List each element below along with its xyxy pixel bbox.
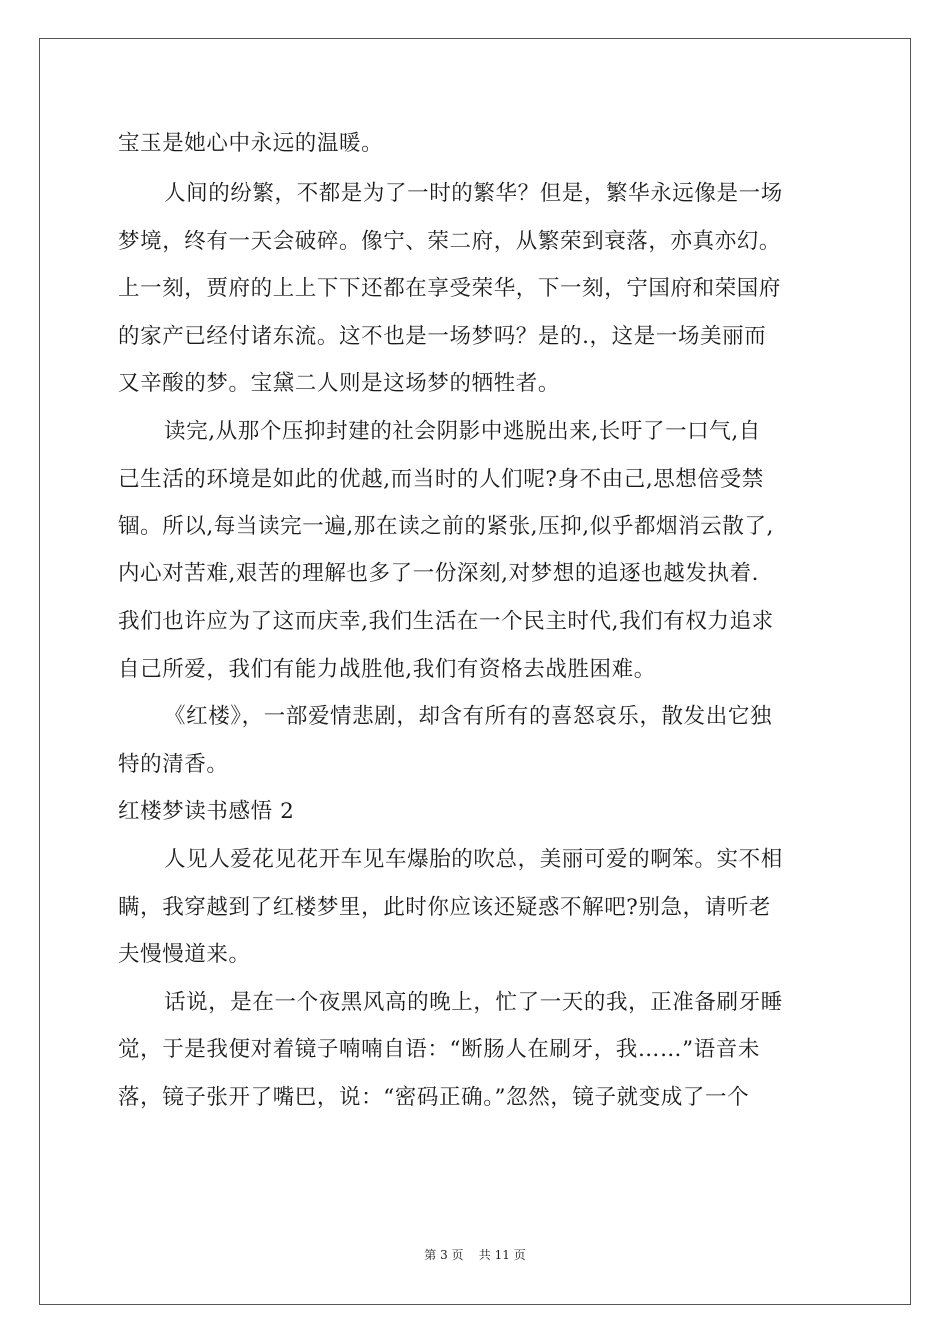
text-line: 《红楼》，一部爱情悲剧，却含有所有的喜怒哀乐，散发出它独 xyxy=(164,704,773,729)
page-footer: 第 3 页 共 11 页 xyxy=(424,1248,526,1262)
text-line: 落，镜子张开了嘴巴，说：“密码正确。”忽然，镜子就变成了一个 xyxy=(118,1085,750,1110)
text-line: 己生活的环境是如此的优越,而当时的人们呢?身不由己,思想倍受禁 xyxy=(118,467,764,492)
text-line: 锢。所以,每当读完一遍,那在读之前的紧张,压抑,似乎都烟消云散了, xyxy=(118,514,774,539)
text-line: 话说，是在一个夜黑风高的晚上，忙了一天的我，正准备刷牙睡 xyxy=(164,990,783,1015)
text-line: 自己所爱，我们有能力战胜他,我们有资格去战胜困难。 xyxy=(118,657,656,682)
text-line: 读完,从那个压抑封建的社会阴影中逃脱出来,长吁了一口气,自 xyxy=(164,419,761,444)
text-line: 我们也许应为了这而庆幸,我们生活在一个民主时代,我们有权力追求 xyxy=(118,609,774,634)
text-line: 梦境，终有一天会破碎。像宁、荣二府，从繁荣到衰落，亦真亦幻。 xyxy=(118,229,782,254)
text-line: 的家产已经付诸东流。这不也是一场梦吗？是的.，这是一场美丽而 xyxy=(118,324,767,349)
text-line: 人间的纷繁，不都是为了一时的繁华？但是，繁华永远像是一场 xyxy=(164,181,783,206)
text-line: 人见人爱花见花开车见车爆胎的吹总，美丽可爱的啊笨。实不相 xyxy=(164,847,783,872)
text-line: 夫慢慢道来。 xyxy=(118,942,251,967)
text-line: 瞒，我穿越到了红楼梦里，此时你应该还疑惑不解吧?别急，请听老 xyxy=(118,895,772,920)
text-line: 内心对苦难,艰苦的理解也多了一份深刻,对梦想的追逐也越发执着. xyxy=(118,561,760,586)
text-line: 觉，于是我便对着镜子喃喃自语：“断肠人在刷牙，我……”语音未 xyxy=(118,1037,760,1062)
text-line: 特的清香。 xyxy=(118,752,229,777)
section-heading: 红楼梦读书感悟 2 xyxy=(118,799,295,824)
text-line: 又辛酸的梦。宝黛二人则是这场梦的牺牲者。 xyxy=(118,371,561,396)
text-line: 上一刻，贾府的上上下下还都在享受荣华，下一刻，宁国府和荣国府 xyxy=(118,276,782,301)
text-line: 宝玉是她心中永远的温暖。 xyxy=(118,131,384,156)
